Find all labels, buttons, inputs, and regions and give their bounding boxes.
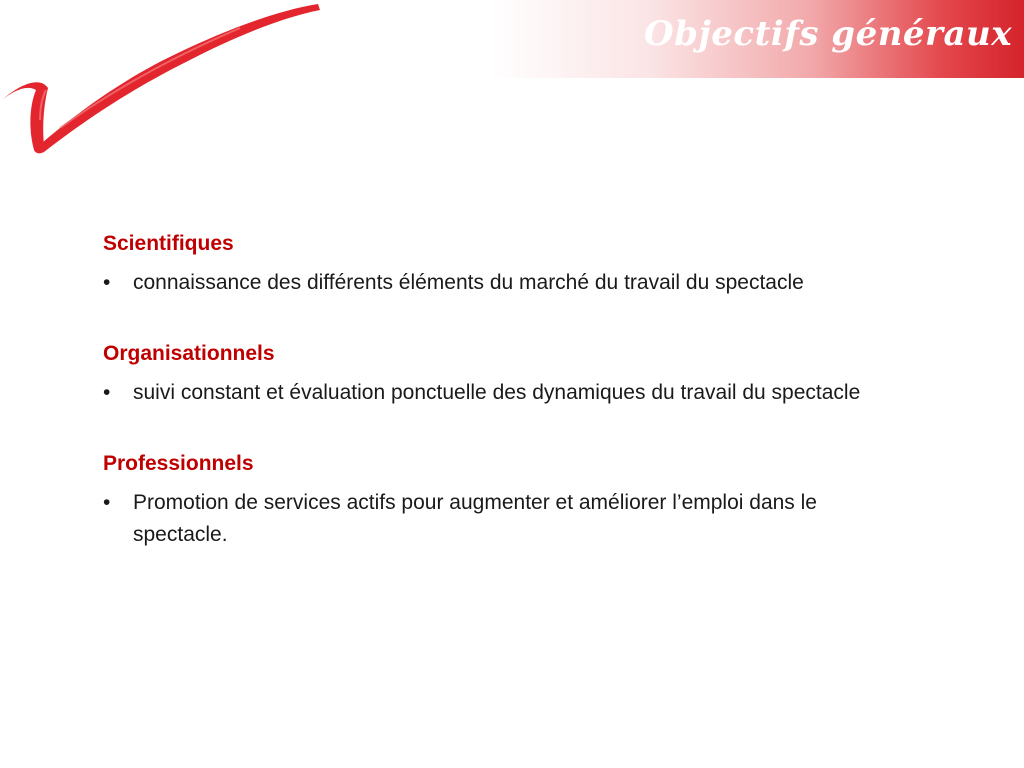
bullet-icon: • bbox=[103, 381, 111, 404]
bullet-icon: • bbox=[103, 491, 111, 514]
bullet-icon: • bbox=[103, 271, 111, 294]
slide-title: Objectifs généraux bbox=[644, 14, 1012, 54]
bullet-text: connaissance des différents éléments du marché du travail du spectacle bbox=[133, 271, 804, 294]
content-area bbox=[103, 229, 903, 591]
bullet-text: Promotion de services actifs pour augmenter et améliorer l’emploi dans le spectacle. bbox=[133, 491, 817, 546]
bullet-item bbox=[103, 267, 893, 299]
section-professionnels bbox=[103, 449, 903, 551]
bullet-item bbox=[103, 487, 893, 551]
section-heading: Organisationnels bbox=[103, 342, 275, 365]
section-heading: Scientifiques bbox=[103, 232, 234, 255]
section-organisationnels bbox=[103, 339, 903, 409]
logo-brush-stroke-icon bbox=[0, 0, 330, 160]
bullet-item bbox=[103, 377, 893, 409]
section-scientifiques bbox=[103, 229, 903, 299]
section-heading: Professionnels bbox=[103, 452, 254, 475]
bullet-text: suivi constant et évaluation ponctuelle des dynamiques du travail du spectacle bbox=[133, 381, 861, 404]
